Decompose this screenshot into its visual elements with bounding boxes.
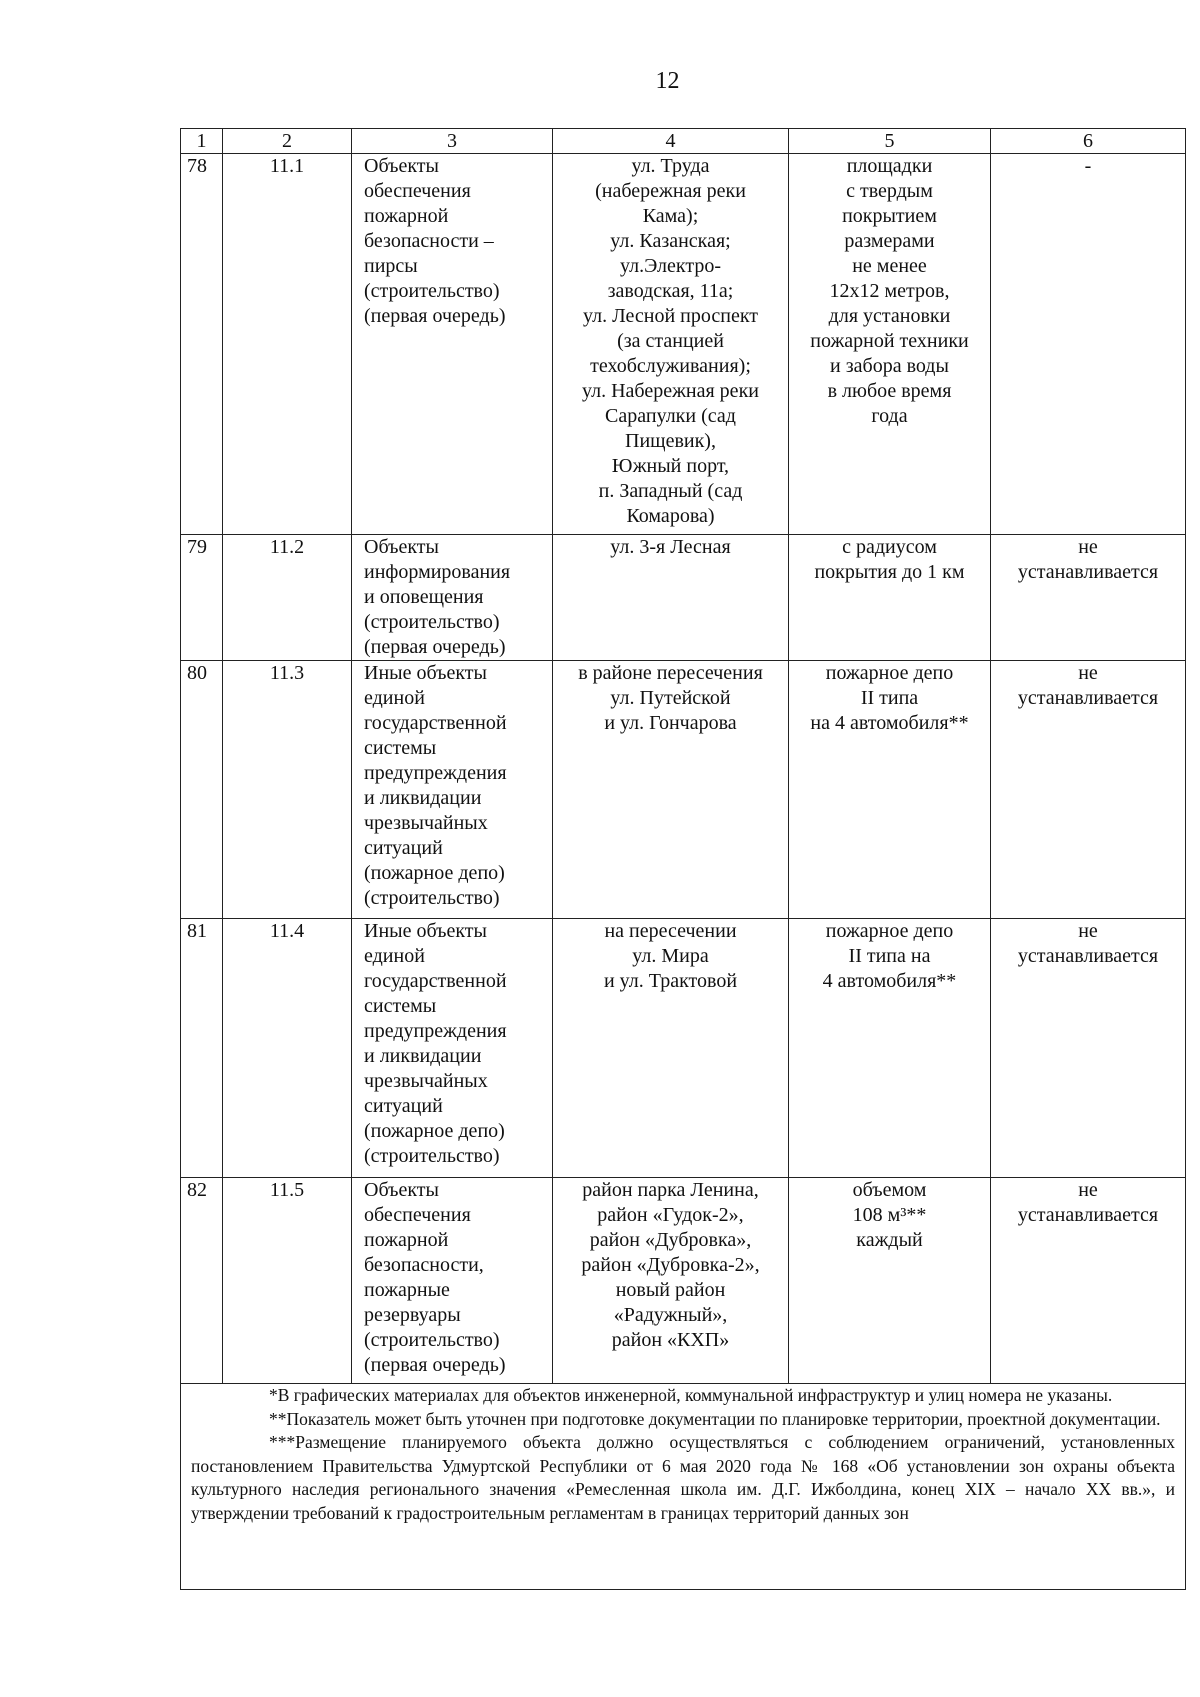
cell-line: устанавливается xyxy=(1017,687,1159,709)
table-row xyxy=(181,1178,1186,1384)
header-cell: 1 xyxy=(181,129,223,154)
cell-line: 4 автомобиля** xyxy=(822,970,957,992)
cell-line: для установки xyxy=(828,305,951,327)
cell-line: район «Дубровка-2», xyxy=(581,1254,760,1276)
cell-line: предупреждения xyxy=(364,762,507,784)
cell-line: II типа на xyxy=(848,945,931,967)
cell-line: район «Гудок-2», xyxy=(597,1204,744,1226)
header-cell: 6 xyxy=(991,129,1186,154)
footnote-2: **Показатель может быть уточнен при подготовке документации по планировке территории, проектной документации. xyxy=(269,1408,1161,1429)
zone-cell xyxy=(991,1178,1186,1384)
cell-line: II типа xyxy=(860,687,919,709)
cell-line: Пищевик), xyxy=(625,430,716,452)
cell-line: (первая очередь) xyxy=(364,1354,506,1376)
row-number-cell: 80 xyxy=(181,661,223,919)
cell-line: (первая очередь) xyxy=(364,636,506,658)
zone-cell xyxy=(991,919,1186,1178)
cell-line: предупреждения xyxy=(364,1020,507,1042)
cell-line: безопасности – xyxy=(364,230,494,252)
characteristics-cell xyxy=(789,1178,991,1384)
object-name-cell xyxy=(352,1178,553,1384)
cell-line: площадки xyxy=(846,155,933,177)
cell-line: с твердым xyxy=(846,180,933,202)
footnotes-cell xyxy=(181,1384,1186,1590)
cell-line: резервуары xyxy=(364,1304,461,1326)
cell-line: ул. Набережная реки xyxy=(582,380,759,402)
cell-line: и ул. Гончарова xyxy=(604,712,737,734)
cell-line: объемом xyxy=(852,1179,927,1201)
cell-line: район парка Ленина, xyxy=(582,1179,759,1201)
cell-line: и ул. Трактовой xyxy=(603,970,738,992)
cell-line: и забора воды xyxy=(830,355,949,377)
cell-line: чрезвычайных xyxy=(364,812,488,834)
cell-line: - xyxy=(1084,155,1092,177)
cell-line: системы xyxy=(364,737,437,759)
cell-line: пирсы xyxy=(364,255,418,277)
object-name-cell xyxy=(352,535,553,661)
cell-line: чрезвычайных xyxy=(364,1070,488,1092)
cell-line: ситуаций xyxy=(364,1095,443,1117)
footnote-3: ***Размещение планируемого объекта должно осуществляться с соблюдением ограничений, установленных постановлением Правительства Удмуртской Республики от 6 мая 2020 года № 168 «Об установлении зон охраны объекта культурного наследия регионального значения «Ремесленная школа им. Д.Г. Ижболдина, конец XIX – начало XX вв.», и утверждении требований к градостроительным регламентам в границах территорий данных зон xyxy=(191,1432,1175,1523)
cell-line: размерами xyxy=(844,230,935,252)
cell-line: единой xyxy=(364,945,425,967)
cell-line: п. Западный (сад xyxy=(598,480,743,502)
cell-line: Объекты xyxy=(364,155,439,177)
cell-line: ситуаций xyxy=(364,837,443,859)
row-number-cell: 79 xyxy=(181,535,223,661)
cell-line: на пересечении xyxy=(604,920,737,942)
cell-line: пожарные xyxy=(364,1279,450,1301)
cell-line: Южный порт, xyxy=(611,455,730,477)
item-code-cell: 11.1 xyxy=(223,154,352,535)
table-row xyxy=(181,661,1186,919)
cell-line: пожарной xyxy=(364,1229,449,1251)
characteristics-cell xyxy=(789,535,991,661)
object-name-cell xyxy=(352,154,553,535)
zone-cell xyxy=(991,661,1186,919)
cell-line: район «КХП» xyxy=(611,1329,730,1351)
characteristics-cell xyxy=(789,919,991,1178)
zone-cell xyxy=(991,154,1186,535)
cell-line: (первая очередь) xyxy=(364,305,506,327)
item-code-cell: 11.5 xyxy=(223,1178,352,1384)
cell-line: не xyxy=(1078,536,1098,558)
object-name-cell xyxy=(352,919,553,1178)
cell-line: пожарной xyxy=(364,205,449,227)
cell-line: устанавливается xyxy=(1017,945,1159,967)
characteristics-cell xyxy=(789,154,991,535)
object-name-cell xyxy=(352,661,553,919)
cell-line: Кама); xyxy=(642,205,699,227)
cell-line: в любое время xyxy=(827,380,952,402)
table-header-row xyxy=(181,129,1186,154)
cell-line: покрытием xyxy=(842,205,937,227)
cell-line: (строительство) xyxy=(364,280,500,302)
header-cell: 5 xyxy=(789,129,991,154)
cell-line: район «Дубровка», xyxy=(589,1229,752,1251)
cell-line: в районе пересечения xyxy=(578,662,763,684)
header-cell: 2 xyxy=(223,129,352,154)
location-cell xyxy=(553,661,789,919)
cell-line: Сарапулки (сад xyxy=(605,405,736,427)
cell-line: пожарное депо xyxy=(825,920,954,942)
cell-line: единой xyxy=(364,687,425,709)
cell-line: ул. Лесной проспект xyxy=(582,305,759,327)
cell-line: Комарова) xyxy=(626,505,715,527)
table-row xyxy=(181,154,1186,535)
cell-line: покрытия до 1 км xyxy=(814,561,965,583)
cell-line: не xyxy=(1078,920,1098,942)
cell-line: (строительство) xyxy=(364,887,500,909)
cell-line: (строительство) xyxy=(364,611,500,633)
cell-line: устанавливается xyxy=(1017,1204,1159,1226)
cell-line: года xyxy=(871,405,908,427)
cell-line: 12х12 метров, xyxy=(829,280,950,302)
cell-line: ул. Труда xyxy=(631,155,710,177)
cell-line: системы xyxy=(364,995,437,1017)
cell-line: ул. Казанская; xyxy=(610,230,731,252)
cell-line: (строительство) xyxy=(364,1329,500,1351)
cell-line: обеспечения xyxy=(364,180,471,202)
cell-line: (набережная реки xyxy=(595,180,746,202)
cell-line: не менее xyxy=(852,255,927,277)
table-row xyxy=(181,535,1186,661)
cell-line: на 4 автомобиля** xyxy=(810,712,969,734)
cell-line: техобслуживания); xyxy=(590,355,751,377)
row-number-cell: 82 xyxy=(181,1178,223,1384)
cell-line: и ликвидации xyxy=(364,1045,482,1067)
row-number-cell: 81 xyxy=(181,919,223,1178)
cell-line: государственной xyxy=(364,970,507,992)
cell-line: устанавливается xyxy=(1017,561,1159,583)
cell-line: Иные объекты xyxy=(364,662,487,684)
cell-line: Объекты xyxy=(364,536,439,558)
cell-line: (пожарное депо) xyxy=(364,862,505,884)
cell-line: пожарное депо xyxy=(825,662,954,684)
cell-line: безопасности, xyxy=(364,1254,484,1276)
cell-line: ул.Электро- xyxy=(620,255,721,277)
header-cell: 3 xyxy=(352,129,553,154)
footnote-1: *В графических материалах для объектов инженерной, коммунальной инфраструктур и улиц номера не указаны. xyxy=(269,1385,1113,1405)
location-cell xyxy=(553,1178,789,1384)
cell-line: Иные объекты xyxy=(364,920,487,942)
table-row xyxy=(181,919,1186,1178)
cell-line: информирования xyxy=(364,561,511,583)
cell-line: и ликвидации xyxy=(364,787,482,809)
cell-line: не xyxy=(1078,662,1098,684)
location-cell xyxy=(553,154,789,535)
item-code-cell: 11.3 xyxy=(223,661,352,919)
cell-line: (строительство) xyxy=(364,1145,500,1167)
header-cell: 4 xyxy=(553,129,789,154)
cell-line: обеспечения xyxy=(364,1204,471,1226)
cell-line: (за станцией xyxy=(617,330,724,352)
cell-line: ул. 3-я Лесная xyxy=(610,536,731,558)
cell-line: ул. Мира xyxy=(632,945,709,967)
cell-line: каждый xyxy=(856,1229,923,1251)
notes-row xyxy=(181,1384,1186,1590)
cell-line: 108 м³** xyxy=(852,1204,927,1226)
cell-line: (пожарное депо) xyxy=(364,1120,505,1142)
cell-line: пожарной техники xyxy=(810,330,969,352)
cell-line: государственной xyxy=(364,712,507,734)
characteristics-cell xyxy=(789,661,991,919)
item-code-cell: 11.4 xyxy=(223,919,352,1178)
cell-line: и оповещения xyxy=(364,586,484,608)
zone-cell xyxy=(991,535,1186,661)
cell-line: с радиусом xyxy=(842,536,937,558)
cell-line: заводская, 11а; xyxy=(607,280,734,302)
cell-line: ул. Путейской xyxy=(610,687,731,709)
location-cell xyxy=(553,919,789,1178)
page-number: 12 xyxy=(655,68,680,94)
item-code-cell: 11.2 xyxy=(223,535,352,661)
cell-line: Объекты xyxy=(364,1179,439,1201)
row-number-cell: 78 xyxy=(181,154,223,535)
cell-line: «Радужный», xyxy=(613,1304,728,1326)
cell-line: новый район xyxy=(615,1279,726,1301)
location-cell xyxy=(553,535,789,661)
cell-line: не xyxy=(1078,1179,1098,1201)
objects-table xyxy=(180,128,1186,1590)
